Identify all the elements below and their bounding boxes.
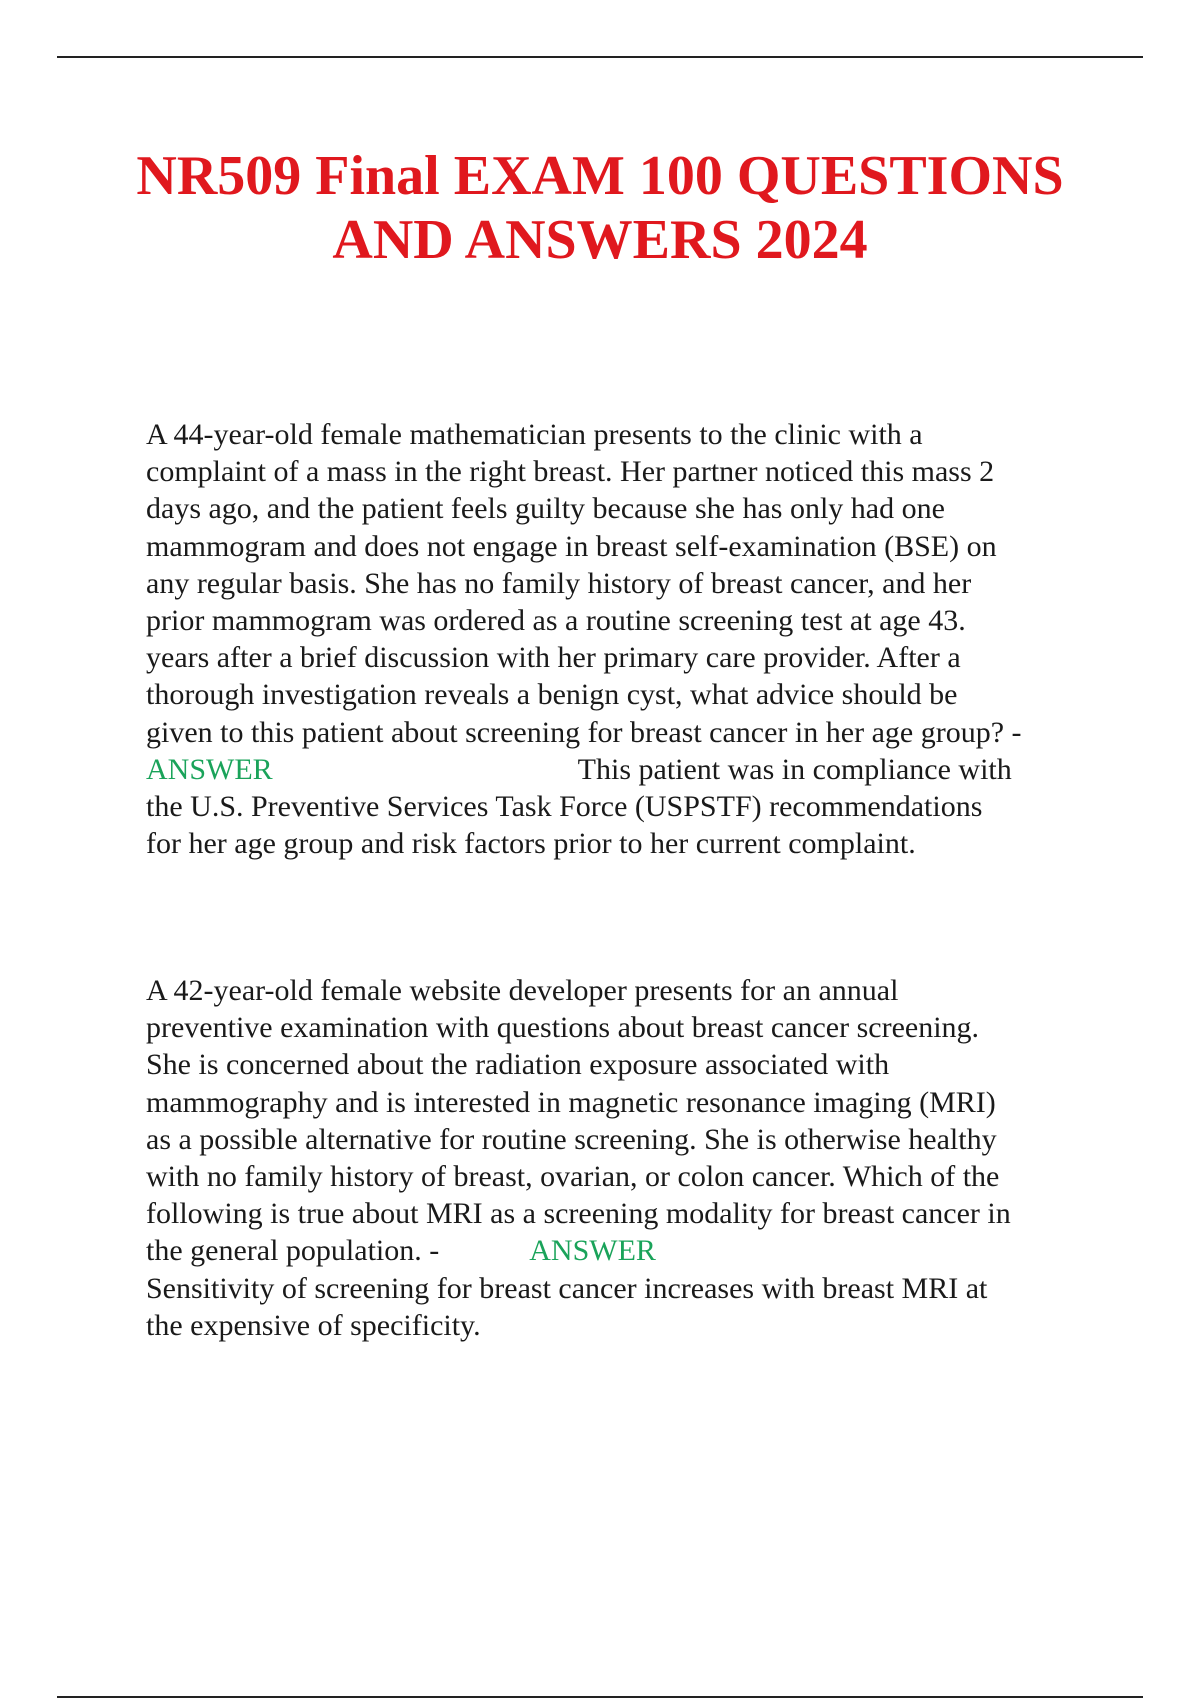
question-line: mammogram and does not engage in breast self-examination (BSE) on <box>146 529 997 563</box>
title-line-2: AND ANSWERS 2024 <box>332 209 868 271</box>
answer-line <box>146 751 1106 788</box>
top-rule <box>57 56 1143 58</box>
answer-line: the U.S. Preventive Services Task Force (USPSTF) recommendations <box>146 790 983 824</box>
question-line: as a possible alternative for routine screening. She is otherwise healthy <box>146 1122 997 1156</box>
question-line: thorough investigation reveals a benign cyst, what advice should be <box>146 678 958 712</box>
question-line: preventive examination with questions about breast cancer screening. <box>146 1011 980 1045</box>
question-line: She is concerned about the radiation exposure associated with <box>146 1048 890 1082</box>
document-title <box>0 144 1200 272</box>
answer-line: the expensive of specificity. <box>146 1308 481 1342</box>
title-line-1: NR509 Final EXAM 100 QUESTIONS <box>136 145 1064 207</box>
qa-block-2 <box>146 972 1106 1344</box>
question-line: following is true about MRI as a screening modality for breast cancer in <box>146 1197 1011 1231</box>
question-line: with no family history of breast, ovarian, or colon cancer. Which of the <box>146 1160 1000 1194</box>
question-line <box>146 1232 1106 1269</box>
qa-block-1 <box>146 416 1106 862</box>
question-line: prior mammogram was ordered as a routine screening test at age 43. <box>146 604 966 638</box>
question-text: the general population. - <box>146 1234 440 1268</box>
question-line: A 42-year-old female website developer presents for an annual <box>146 974 899 1007</box>
answer-label: ANSWER <box>529 1234 656 1268</box>
question-line: years after a brief discussion with her primary care provider. After a <box>146 641 961 675</box>
question-line: mammography and is interested in magnetic resonance imaging (MRI) <box>146 1085 996 1119</box>
question-line: complaint of a mass in the right breast. Her partner noticed this mass 2 <box>146 455 995 489</box>
question-line: A 44-year-old female mathematician presents to the clinic with a <box>146 418 923 451</box>
question-line: any regular basis. She has no family history of breast cancer, and her <box>146 566 972 600</box>
answer-label: ANSWER <box>146 752 273 786</box>
question-line: days ago, and the patient feels guilty because she has only had one <box>146 492 945 526</box>
answer-line: Sensitivity of screening for breast cancer increases with breast MRI at <box>146 1271 988 1305</box>
answer-text: This patient was in compliance with <box>577 752 1012 786</box>
bottom-rule <box>57 1696 1143 1698</box>
question-line: given to this patient about screening for breast cancer in her age group? - <box>146 715 1022 749</box>
answer-line: for her age group and risk factors prior to her current complaint. <box>146 827 916 861</box>
